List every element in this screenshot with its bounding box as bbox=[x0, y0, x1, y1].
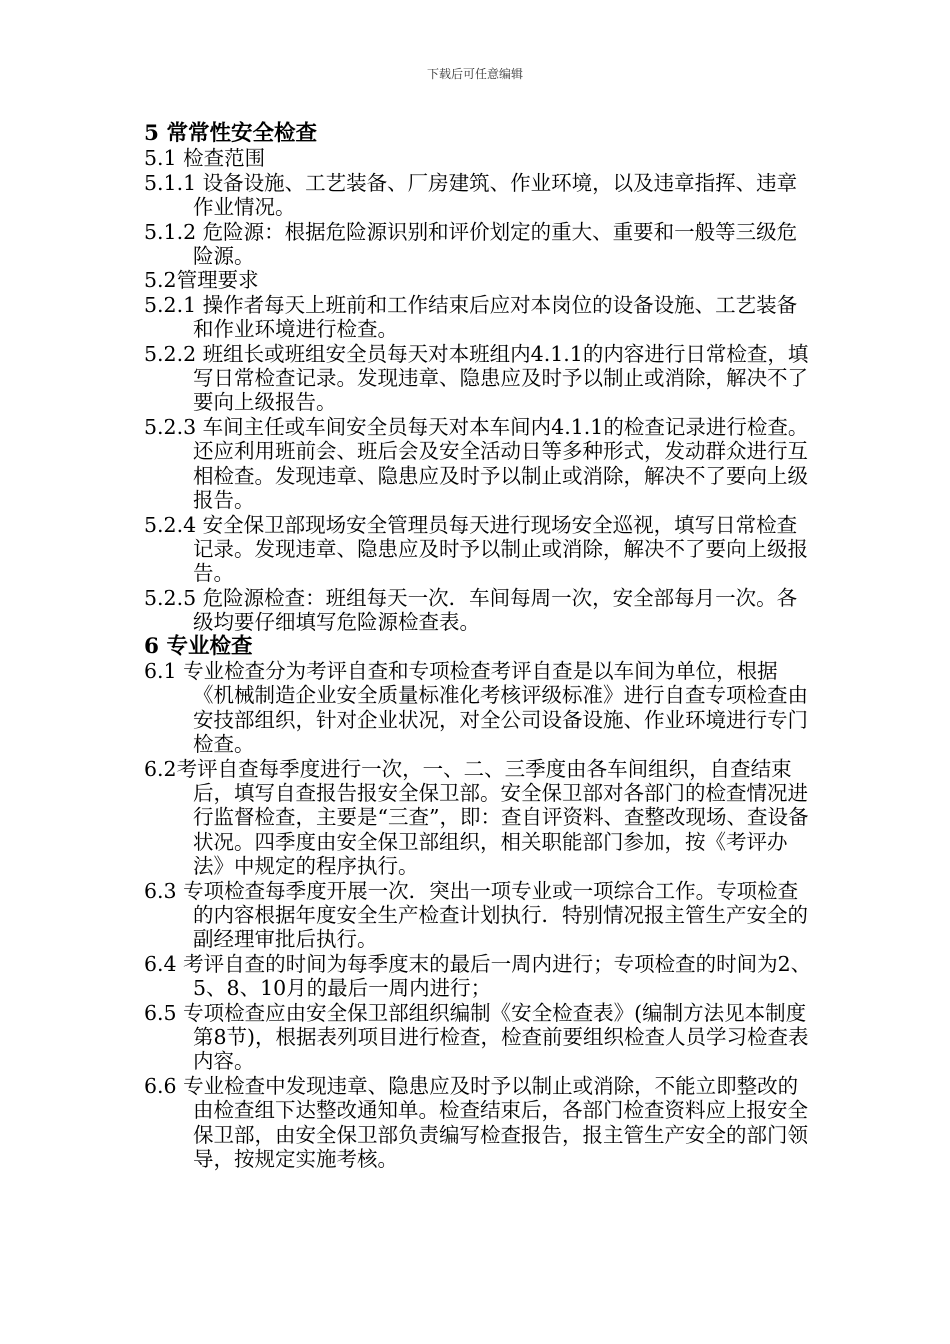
subsection-5-1: 5.1 检查范围 bbox=[144, 146, 266, 171]
clause-5-2-4: 5.2.4 安全保卫部现场安全管理员每天进行现场安全巡视，填写日常检查记录。发现违章、隐患应及时予以制止或消除，解决不了要向上级报告。 bbox=[144, 512, 808, 586]
clause-6-3: 6.3 专项检查每季度开展一次．突出一项专业或一项综合工作。专项检查的内容根据年度安全生产检查计划执行．特别情况报主管生产安全的副经理审批后执行。 bbox=[144, 878, 808, 952]
clause-6-2: 6.2考评自查每季度进行一次，一、二、三季度由各车间组织，自查结束后，填写自查报告报安全保卫部。安全保卫部对各部门的检查情况进行监督检查，主要是“三查”，即：查自评资料、查整改现场、查设备状况。四季度由安全保卫部组织，相关职能部门参加，按《考评办法》中规定的程序执行。 bbox=[144, 756, 809, 879]
clause-6-4: 6.4 考评自查的时间为每季度末的最后一周内进行；专项检查的时间为2、5、8、10月的最后一周内进行； bbox=[144, 951, 812, 1001]
clause-5-2-5: 5.2.5 危险源检查：班组每天一次．车间每周一次，安全部每月一次。各级均要仔细填写危险源检查表。 bbox=[144, 585, 798, 635]
section-heading-5: 5 常常性安全检查 bbox=[144, 121, 317, 146]
clause-5-2-2: 5.2.2 班组长或班组安全员每天对本班组内4.1.1的内容进行日常检查，填写日常检查记录。发现违章、隐患应及时予以制止或消除，解决不了要向上级报告。 bbox=[144, 341, 809, 415]
clause-6-5: 6.5 专项检查应由安全保卫部组织编制《安全检查表》(编制方法见本制度第8节)，根据表列项目进行检查，检查前要组织检查人员学习检查表内容。 bbox=[144, 1000, 809, 1074]
document-body bbox=[144, 122, 812, 1171]
clause-5-1-1: 5.1.1 设备设施、工艺装备、厂房建筑、作业环境，以及违章指挥、违章作业情况。 bbox=[144, 170, 798, 220]
page-header: 下载后可任意编辑 bbox=[426, 67, 523, 81]
subsection-5-2: 5.2管理要求 bbox=[144, 268, 259, 293]
clause-5-1-2: 5.1.2 危险源：根据危险源识别和评价划定的重大、重要和一般等三级危险源。 bbox=[144, 219, 798, 269]
clause-6-6: 6.6 专业检查中发现违章、隐患应及时予以制止或消除，不能立即整改的由检查组下达整改通知单。检查结束后，各部门检查资料应上报安全保卫部，由安全保卫部负责编写检查报告，报主管生产安全的部门领导，按规定实施考核。 bbox=[144, 1073, 808, 1172]
clause-5-2-3: 5.2.3 车间主任或车间安全员每天对本车间内4.1.1的检查记录进行检查。还应利用班前会、班后会及安全活动日等多种形式，发动群众进行互相检查。发现违章、隐患应及时予以制止或消除，解决不了要向上级报告。 bbox=[144, 414, 809, 513]
section-heading-6: 6 专业检查 bbox=[144, 633, 253, 659]
clause-5-2-1: 5.2.1 操作者每天上班前和工作结束后应对本岗位的设备设施、工艺装备和作业环境进行检查。 bbox=[144, 292, 798, 342]
clause-6-1: 6.1 专业检查分为考评自查和专项检查考评自查是以车间为单位，根据《机械制造企业安全质量标准化考核评级标准》进行自查专项检查由安技部组织，针对企业状况，对全公司设备设施、作业环境进行专门检查。 bbox=[144, 658, 808, 757]
